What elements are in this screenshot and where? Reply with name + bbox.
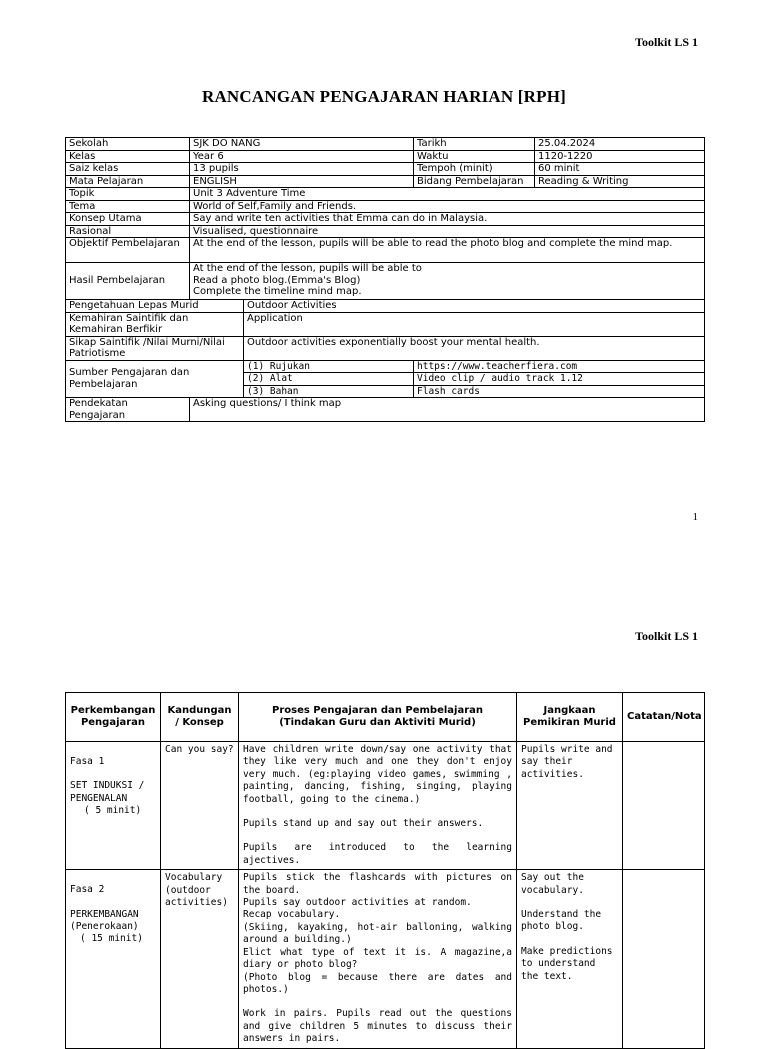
konsep-value: Say and write ten activities that Emma can do in Malaysia. [190,213,705,226]
table-row [66,213,705,226]
header-proses-line1: Proses Pengajaran dan Pembelajaran [271,705,484,716]
objektif-value: At the end of the lesson, pupils will be able to read the photo blog and complete the mind map. [190,238,705,263]
hasil-line: Complete the timeline mind map. [193,286,362,297]
table-header-row [66,693,705,742]
alat-label: (2) Alat [244,373,414,386]
saiz-value: 13 pupils [190,163,414,176]
sekolah-value: SJK DO NANG [190,138,414,151]
fasa2-jangkaan [517,870,623,1048]
table-row [66,150,705,163]
table-row [66,263,705,300]
kelas-value: Year 6 [190,150,414,163]
table-row [66,175,705,188]
konsep-label: Konsep Utama [66,213,190,226]
hasil-value [190,263,705,300]
fasa2-catatan [623,870,705,1048]
table-row [66,188,705,201]
rujukan-value: https://www.teacherfiera.com [414,360,705,373]
table-row [66,360,705,373]
toolkit-label: Toolkit LS 1 [635,629,698,643]
fasa2-jangkaan-p3: Make predictions to understand the text. [521,945,613,982]
hasil-line: Read a photo blog.(Emma's Blog) [193,274,361,286]
sikap-value: Outdoor activities exponentially boost your mental health. [244,336,705,360]
fasa1-proses-p1: Have children write down/say one activity that they like very much and one they don't enjoy very much. (eg:playing video games, swimming , painting, dancing, fishing, singing, playing football, going to the cinema.) [243,744,512,805]
tarikh-value: 25.04.2024 [535,138,705,151]
table-row [66,870,705,1048]
fasa2-proses [239,870,517,1048]
kemahiran-value: Application [244,312,705,336]
topik-label: Topik [66,188,190,201]
saiz-label: Saiz kelas [66,163,190,176]
table-row [66,398,705,422]
hasil-label: Hasil Pembelajaran [66,263,190,300]
fasa2-cell [66,870,161,1048]
rasional-value: Visualised, questionnaire [190,225,705,238]
fasa1-cell [66,742,161,870]
bahan-label: (3) Bahan [244,385,414,398]
table-row [66,300,705,313]
bidang-label: Bidang Pembelajaran [414,175,535,188]
waktu-label: Waktu [414,150,535,163]
tarikh-label: Tarikh [414,138,535,151]
fasa2-proses-line: (Photo blog = because there are dates and photos.) [243,971,512,995]
header-jangkaan: Jangkaan Pemikiran Murid [517,693,623,742]
header-perkembangan: Perkembangan Pengajaran [66,693,161,742]
hasil-line: At the end of the lesson, pupils will be able to [193,263,422,274]
table-row [66,138,705,151]
header-kandungan: Kandungan / Konsep [161,693,239,742]
rasional-label: Rasional [66,225,190,238]
pendekatan-value: Asking questions/ I think map [190,398,705,422]
fasa2-jangkaan-p1: Say out the vocabulary. [521,872,584,896]
kemahiran-label: Kemahiran Saintifik dan Kemahiran Berfikir [66,312,244,336]
tempoh-value: 60 minit [535,163,705,176]
sumber-label: Sumber Pengajaran dan Pembelajaran [66,360,244,398]
page-number: 1 [692,511,698,523]
mapel-label: Mata Pelajaran [66,175,190,188]
fasa1-jangkaan: Pupils write and say their activities. [517,742,623,870]
table-row [66,200,705,213]
sikap-label: Sikap Saintifik /Nilai Murni/Nilai Patriotisme [66,336,244,360]
fasa1-proses-p3: Pupils are introduced to the learning ajectives. [243,842,512,866]
fasa1-stage: SET INDUKSI / PENGENALAN [70,780,145,804]
sekolah-label: Sekolah [66,138,190,151]
fasa1-catatan [623,742,705,870]
fasa2-label: Fasa 2 [70,884,105,896]
table-row [66,238,705,263]
table-row [66,742,705,870]
pengetahuan-value: Outdoor Activities [244,300,705,313]
pendekatan-label: Pendekatan Pengajaran [66,398,190,422]
bahan-value: Flash cards [414,385,705,398]
waktu-value: 1120-1220 [535,150,705,163]
lesson-info-table [65,137,705,422]
fasa1-label: Fasa 1 [70,756,105,767]
header-catatan: Catatan/Nota [623,693,705,742]
table-row [66,225,705,238]
fasa1-proses [239,742,517,870]
header-proses-line2: (Tindakan Guru dan Aktiviti Murid) [279,717,476,728]
fasa2-proses-line: (Skiing, kayaking, hot-air balloning, walking around a building.) [243,921,512,946]
fasa2-proses-line: Elict what type of text it is. A magazine,a diary or photo blog? [243,946,512,971]
rujukan-label: (1) Rujukan [244,360,414,373]
fasa2-proses-p2: Work in pairs. Pupils read out the questions and give children 5 minutes to discuss their answers in pairs. [243,1008,512,1045]
table-row [66,312,705,336]
alat-value: Video clip / audio track 1.12 [414,373,705,386]
table-row [66,336,705,360]
tema-label: Tema [66,200,190,213]
fasa2-jangkaan-p2: Understand the photo blog. [521,909,602,933]
fasa2-proses-line: Pupils say outdoor activities at random. [243,897,472,909]
fasa1-duration: ( 5 minit) [84,805,142,817]
fasa2-proses-line: Recap vocabulary. [243,909,341,921]
toolkit-label: Toolkit LS 1 [635,35,698,49]
fasa2-proses-line: Pupils stick the flashcards with pictures on the board. [243,872,512,896]
page-title: RANCANGAN PENGAJARAN HARIAN [RPH] [201,87,567,106]
fasa1-konsep: Can you say? [161,742,239,870]
lesson-process-table [65,692,705,1049]
tempoh-label: Tempoh (minit) [414,163,535,176]
pengetahuan-label: Pengetahuan Lepas Murid [66,300,244,313]
tema-value: World of Self,Family and Friends. [190,200,705,213]
bidang-value: Reading & Writing [535,175,705,188]
objektif-label: Objektif Pembelajaran [66,238,190,263]
kelas-label: Kelas [66,150,190,163]
fasa2-stage: PERKEMBANGAN (Penerokaan) [70,908,139,933]
fasa2-konsep: Vocabulary (outdoor activities) [161,870,239,1048]
table-row [66,163,705,176]
fasa1-proses-p2: Pupils stand up and say out their answers. [243,818,484,830]
mapel-value: ENGLISH [190,175,414,188]
fasa2-duration: ( 15 minit) [80,933,143,945]
topik-value: Unit 3 Adventure Time [190,188,705,201]
header-proses [239,693,517,742]
